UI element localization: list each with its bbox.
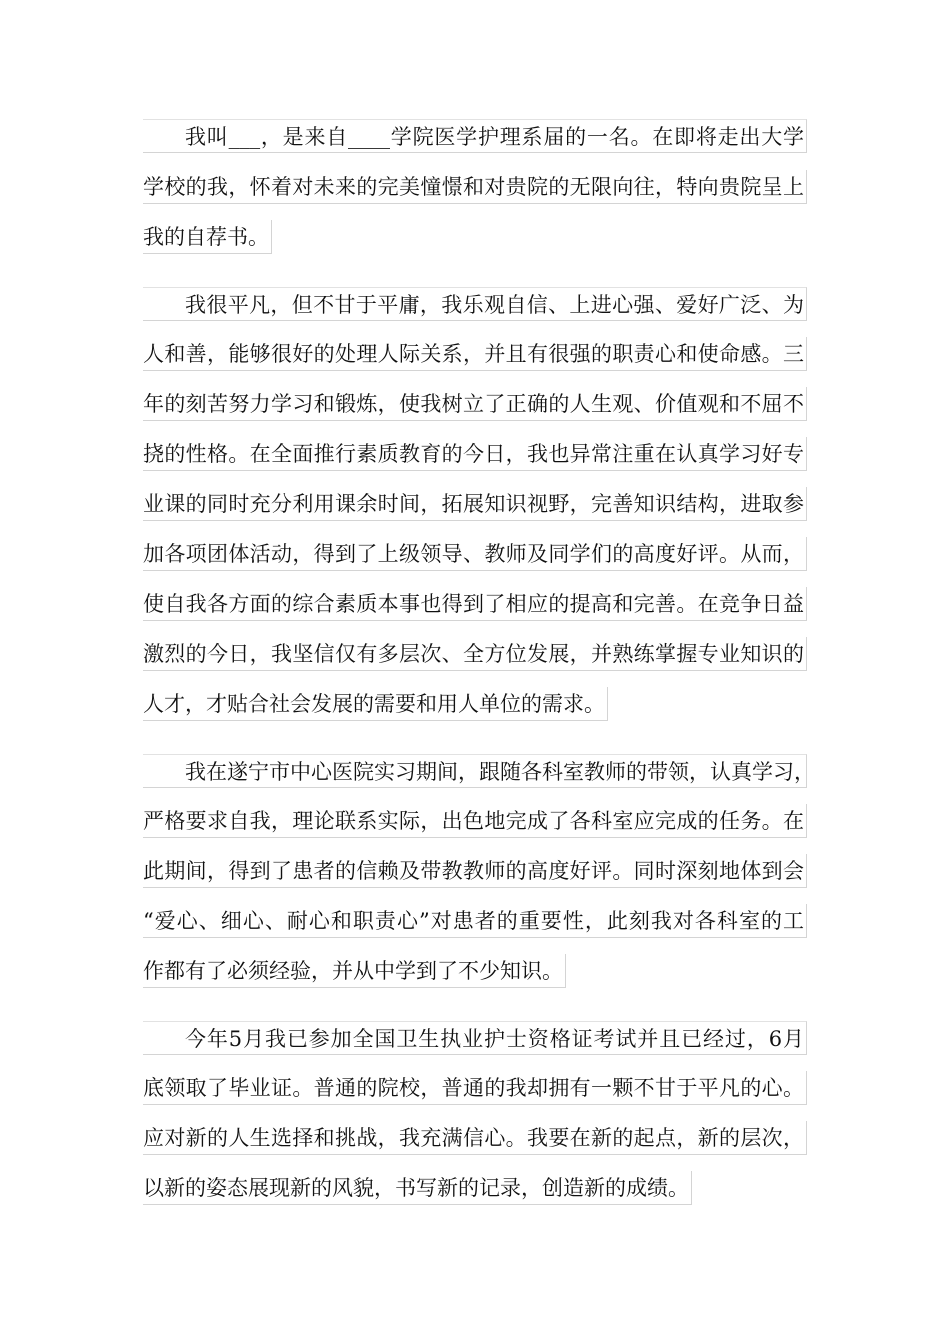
paragraph-line: 学校的我，怀着对未来的完美憧憬和对贵院的无限向往，特向贵院呈上 xyxy=(143,170,807,204)
paragraph-line: 应对新的人生选择和挑战，我充满信心。我要在新的起点，新的层次， xyxy=(143,1121,807,1155)
paragraph-line: 使自我各方面的综合素质本事也得到了相应的提高和完善。在竞争日益 xyxy=(143,587,807,621)
paragraph-line: 我在遂宁市中心医院实习期间，跟随各科室教师的带领，认真学习， xyxy=(143,754,807,788)
paragraph-line: 作都有了必须经验，并从中学到了不少知识。 xyxy=(143,954,566,988)
paragraph-line: 加各项团体活动，得到了上级领导、教师及同学们的高度好评。从而， xyxy=(143,537,807,571)
paragraph-line: 激烈的今日，我坚信仅有多层次、全方位发展，并熟练掌握专业知识的 xyxy=(143,637,807,671)
paragraph-line: 我很平凡，但不甘于平庸，我乐观自信、上进心强、爱好广泛、为 xyxy=(143,287,807,321)
paragraph-line: 严格要求自我，理论联系实际，出色地完成了各科室应完成的任务。在 xyxy=(143,804,807,838)
paragraph-line: 我的自荐书。 xyxy=(143,220,272,254)
paragraph-line: 今年5月我已参加全国卫生执业护士资格证考试并且已经过，6月 xyxy=(143,1021,807,1055)
paragraph-line: 人才，才贴合社会发展的需要和用人单位的需求。 xyxy=(143,687,608,721)
paragraph-line: 年的刻苦努力学习和锻炼，使我树立了正确的人生观、价值观和不屈不 xyxy=(143,387,807,421)
paragraph-line: 以新的姿态展现新的风貌，书写新的记录，创造新的成绩。 xyxy=(143,1171,692,1205)
paragraph-line: “爱心、细心、耐心和职责心”对患者的重要性，此刻我对各科室的工 xyxy=(143,904,807,938)
paragraph-line: 底领取了毕业证。普通的院校，普通的我却拥有一颗不甘于平凡的心。 xyxy=(143,1071,807,1105)
paragraph-line: 我叫___，是来自____学院医学护理系届的一名。在即将走出大学 xyxy=(143,119,807,153)
paragraph-line: 人和善，能够很好的处理人际关系，并且有很强的职责心和使命感。三 xyxy=(143,337,807,371)
paragraph-line: 业课的同时充分利用课余时间，拓展知识视野，完善知识结构，进取参 xyxy=(143,487,807,521)
paragraph-line: 此期间，得到了患者的信赖及带教教师的高度好评。同时深刻地体到会 xyxy=(143,854,807,888)
paragraph-line: 挠的性格。在全面推行素质教育的今日，我也异常注重在认真学习好专 xyxy=(143,437,807,471)
